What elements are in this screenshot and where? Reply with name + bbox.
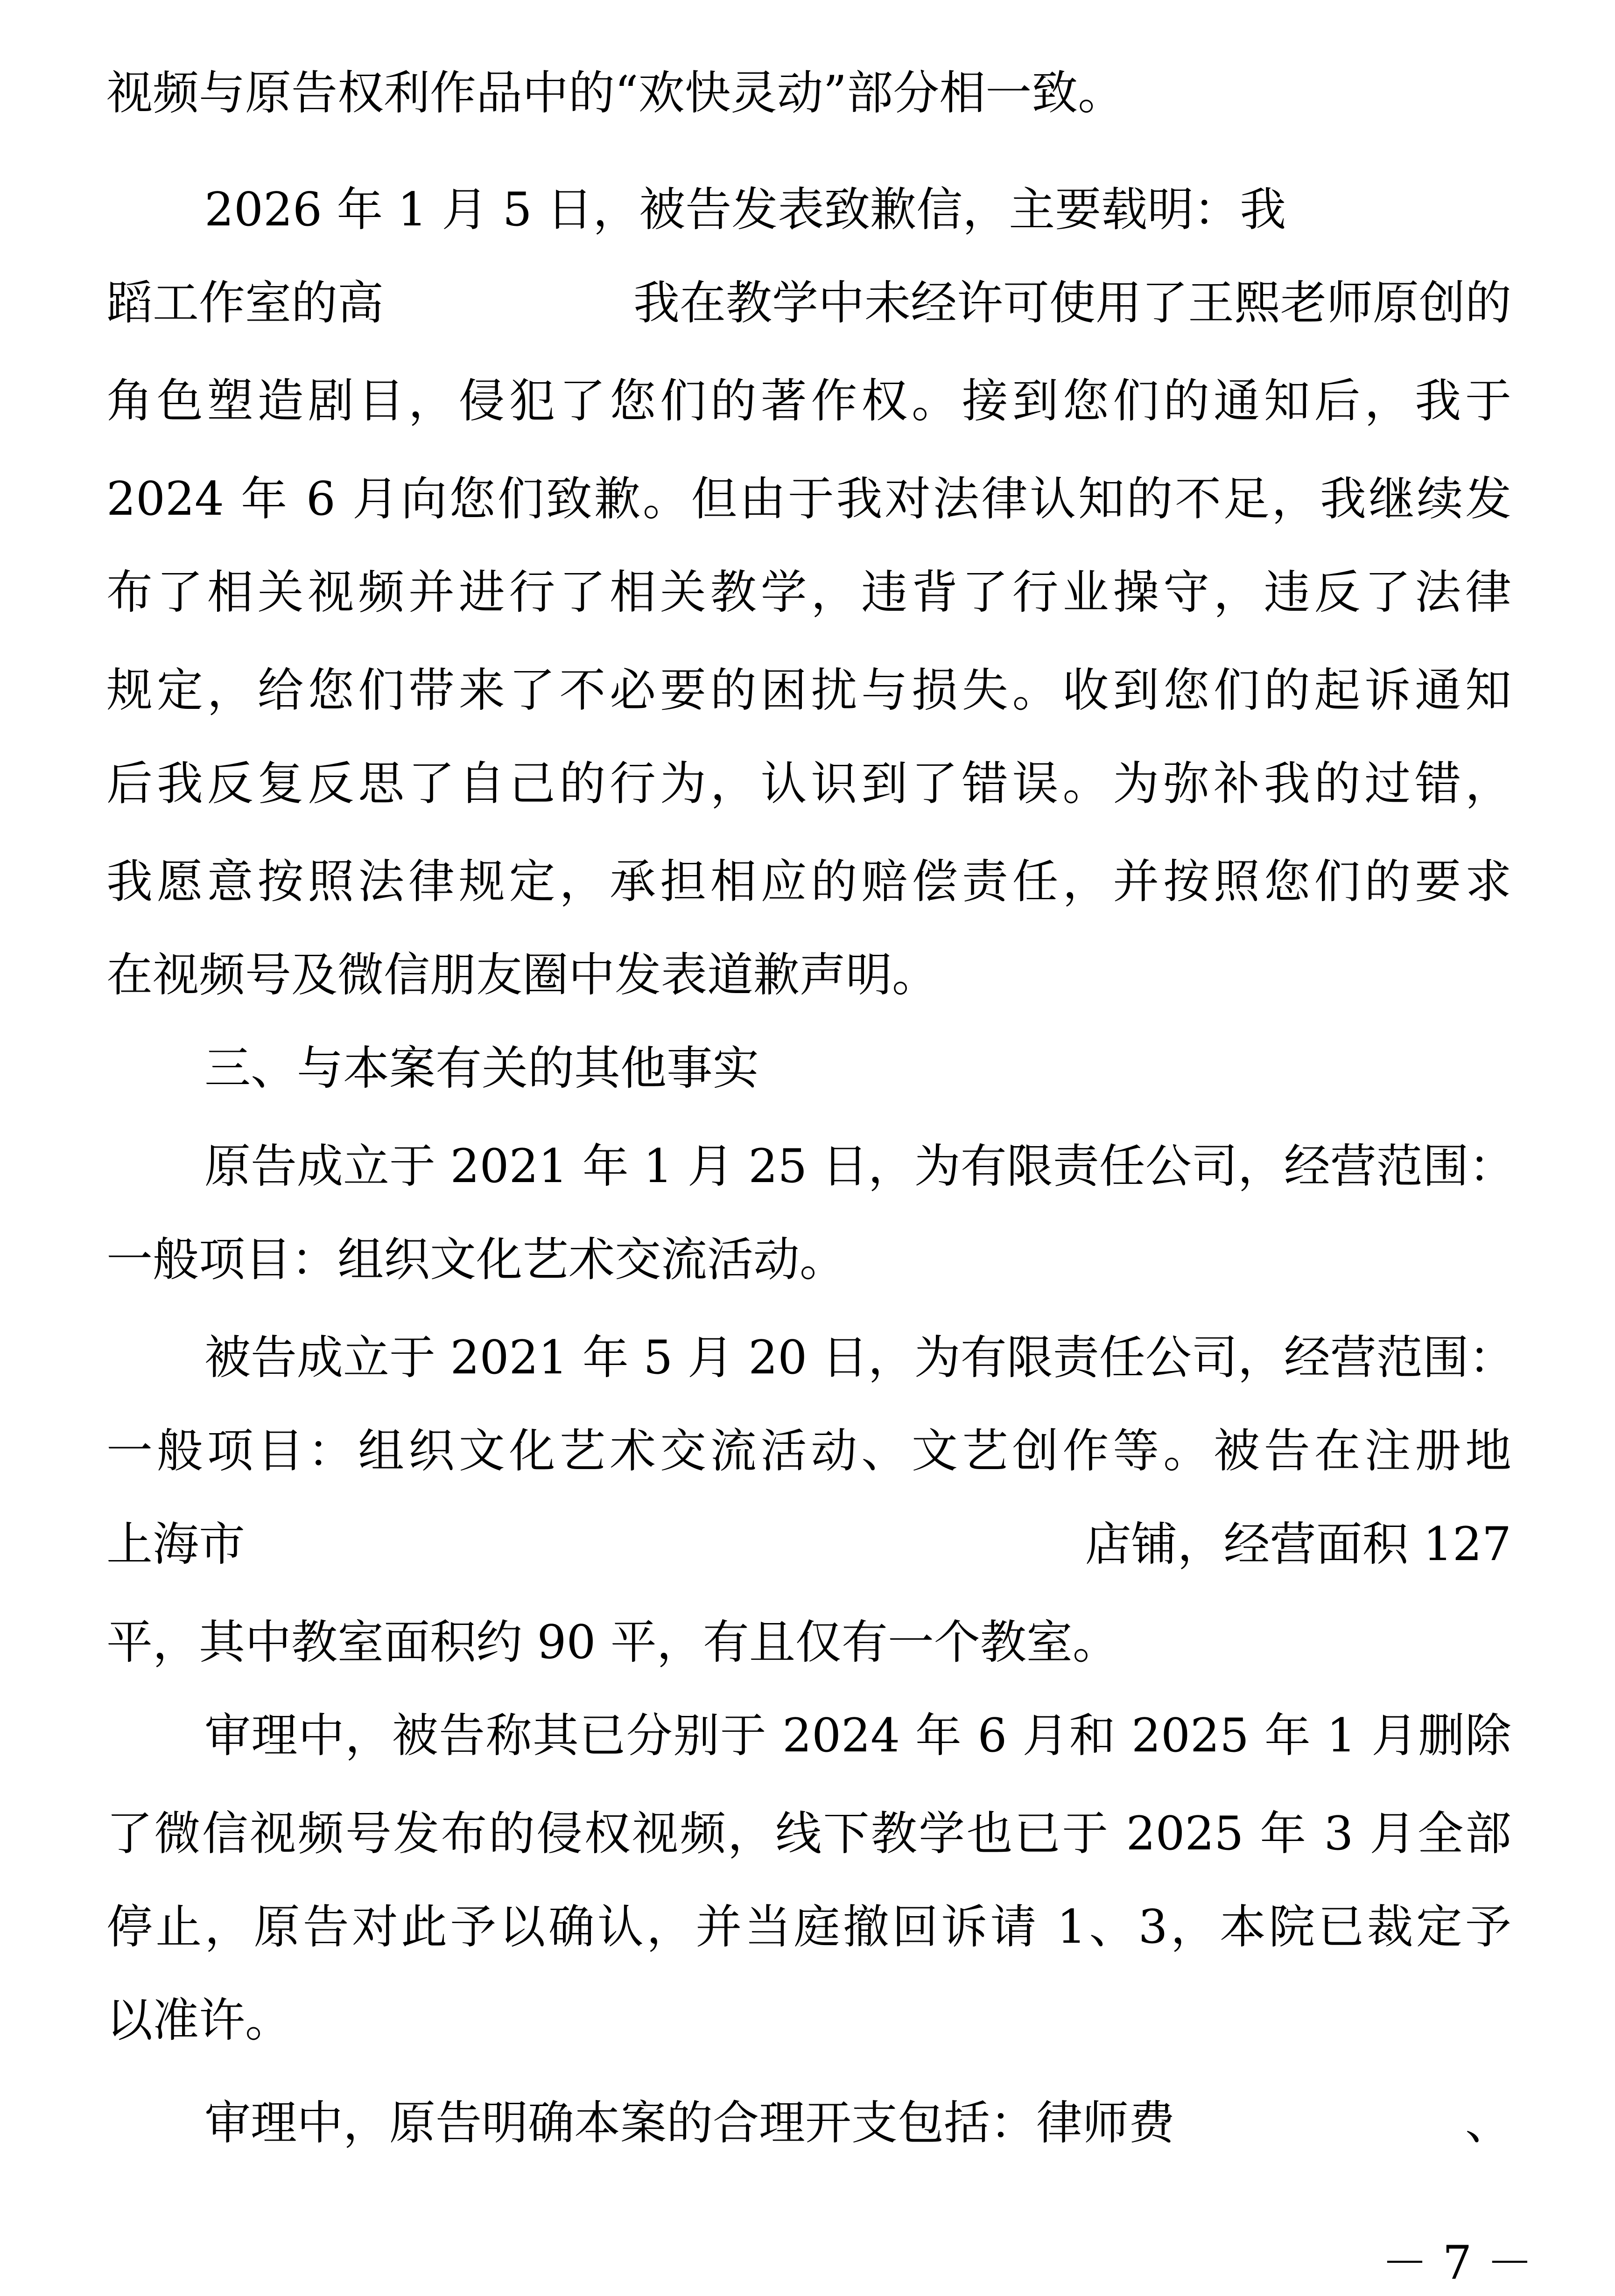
- text-segment-left: 上海市: [106, 1518, 245, 1571]
- text-line: 2024 年 6 月向您们致歉。但由于我对法律认知的不足，我继续发: [106, 472, 1511, 526]
- text-line: 了微信视频号发布的侵权视频，线下教学也已于 2025 年 3 月全部: [106, 1807, 1511, 1861]
- text-segment-right: 、: [1465, 2096, 1511, 2150]
- text-line-split: [106, 1512, 1511, 1577]
- text-segment-right: 店铺，经营面积 127: [1085, 1518, 1511, 1571]
- text-line: 一般项目：组织文化艺术交流活动。: [106, 1233, 846, 1287]
- text-line-split: [204, 2091, 1511, 2156]
- text-line: 以准许。: [106, 1994, 291, 2047]
- text-line: 2026 年 1 月 5 日，被告发表致歉信，主要载明：我: [204, 183, 1286, 237]
- text-line: 被告成立于 2021 年 5 月 20 日，为有限责任公司，经营范围：: [204, 1331, 1515, 1385]
- text-line: 后我反复反思了自己的行为，认识到了错误。为弥补我的过错，: [106, 757, 1511, 811]
- page-number: － 7 －: [1382, 2236, 1533, 2290]
- text-line: 规定，给您们带来了不必要的困扰与损失。收到您们的起诉通知: [106, 664, 1511, 717]
- text-line: 停止，原告对此予以确认，并当庭撤回诉请 1、3，本院已裁定予: [106, 1900, 1511, 1954]
- text-line: 角色塑造剧目，侵犯了您们的著作权。接到您们的通知后，我于: [106, 374, 1511, 428]
- section-heading: 三、与本案有关的其他事实: [204, 1042, 759, 1095]
- text-segment-left: 蹈工作室的高: [106, 276, 384, 330]
- text-line: 一般项目：组织文化艺术交流活动、文艺创作等。被告在注册地: [106, 1424, 1511, 1478]
- text-segment-left: 审理中，原告明确本案的合理开支包括：律师费: [204, 2096, 1175, 2150]
- text-line: 在视频号及微信朋友圈中发表道歉声明。: [106, 948, 938, 1002]
- text-line: 视频与原告权利作品中的“欢快灵动”部分相一致。: [106, 66, 1124, 120]
- text-line: 审理中，被告称其已分别于 2024 年 6 月和 2025 年 1 月删除: [204, 1709, 1511, 1763]
- text-line: 我愿意按照法律规定，承担相应的赔偿责任，并按照您们的要求: [106, 855, 1511, 909]
- text-line: 原告成立于 2021 年 1 月 25 日，为有限责任公司，经营范围：: [204, 1140, 1515, 1193]
- text-segment-right: 我在教学中未经许可使用了王熙老师原创的: [633, 276, 1511, 330]
- text-line-split: [106, 271, 1511, 336]
- text-line: 平，其中教室面积约 90 平，有且仅有一个教室。: [106, 1616, 1119, 1669]
- text-line: 布了相关视频并进行了相关教学，违背了行业操守，违反了法律: [106, 566, 1511, 619]
